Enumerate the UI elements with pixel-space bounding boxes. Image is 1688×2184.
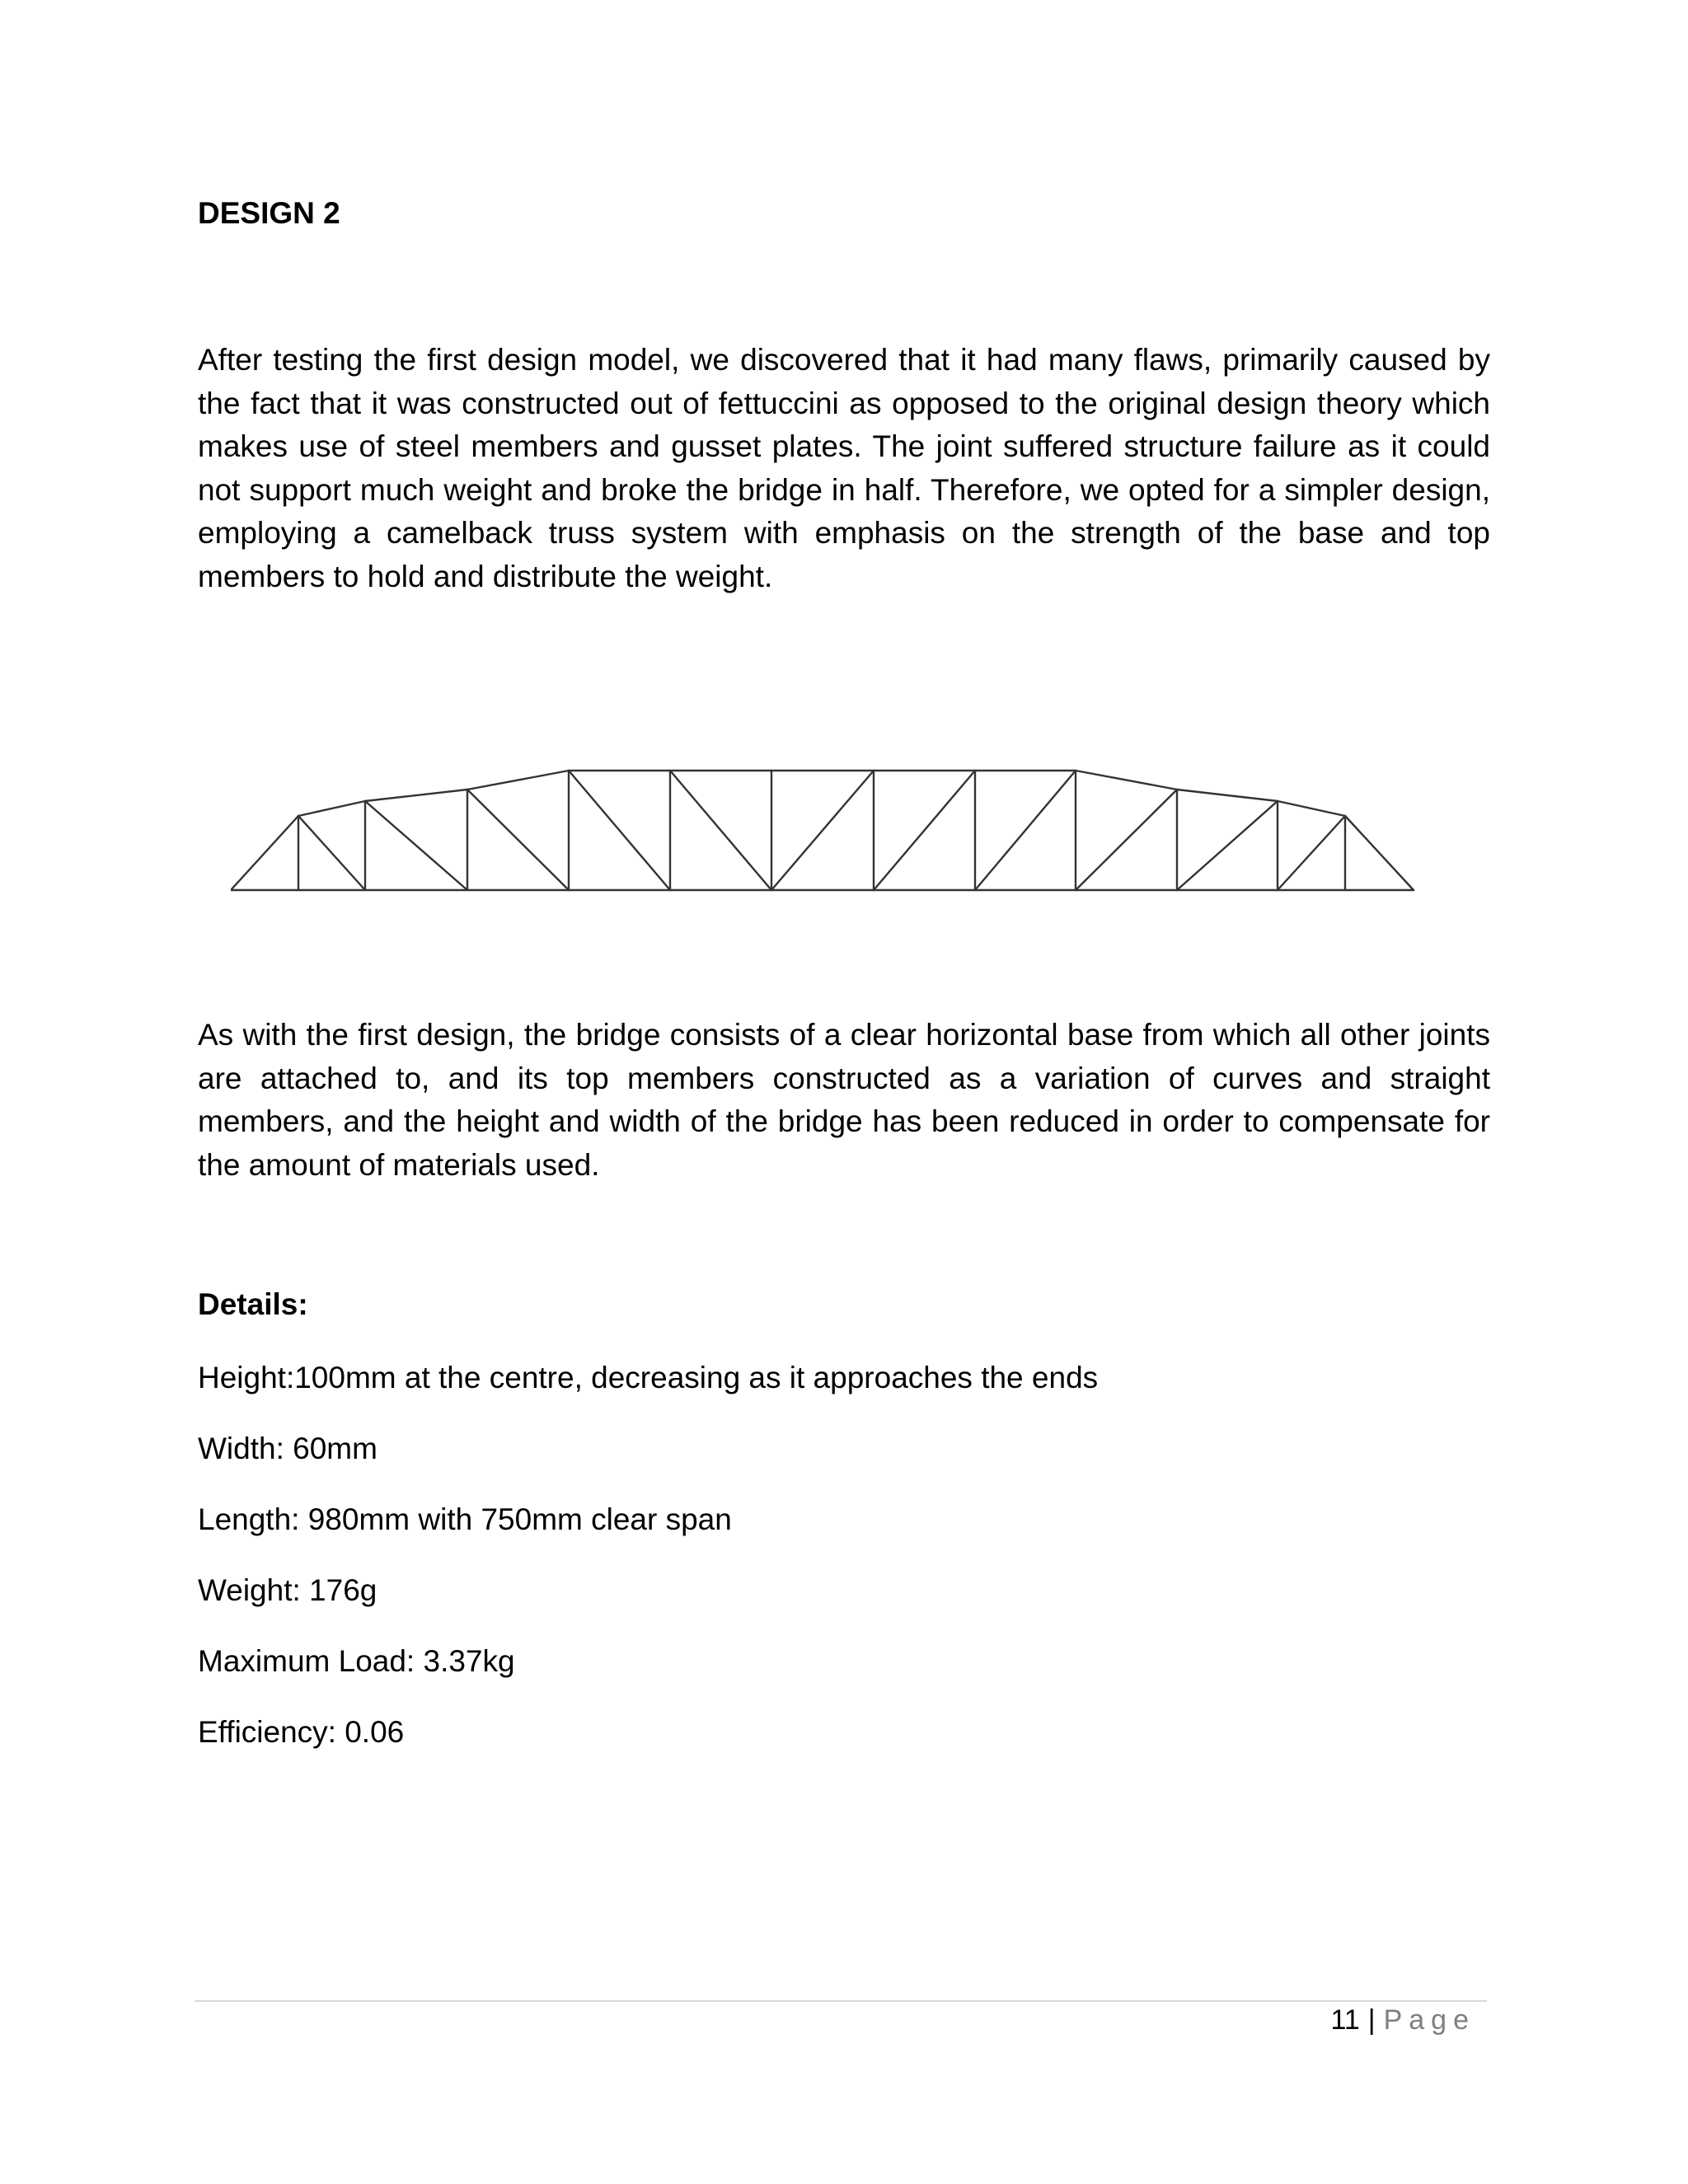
truss-diagonal	[298, 816, 365, 890]
footer-divider	[195, 2000, 1487, 2002]
truss-top-chord-segment	[1278, 801, 1345, 816]
truss-diagonal	[771, 771, 874, 890]
truss-top-chord-segment	[298, 801, 365, 816]
details-heading: Details:	[198, 1287, 308, 1321]
truss-diagonal	[1076, 790, 1177, 890]
footer-separator: |	[1367, 2004, 1376, 2036]
truss-diagonal	[569, 771, 670, 890]
camelback-truss-diagram	[231, 750, 1467, 898]
truss-top-chord-segment	[1076, 771, 1177, 790]
truss-members	[231, 771, 1414, 890]
detail-maximum-load: Maximum Load: 3.37kg	[198, 1644, 515, 1678]
truss-diagonal	[1278, 816, 1345, 890]
truss-end-post-left	[231, 816, 298, 890]
truss-diagonal	[975, 771, 1076, 890]
truss-top-chord-segment	[1177, 790, 1278, 801]
detail-length: Length: 980mm with 750mm clear span	[198, 1502, 732, 1536]
detail-width: Width: 60mm	[198, 1432, 377, 1465]
truss-diagonal	[1177, 801, 1278, 890]
description-paragraph: As with the first design, the bridge consists of a clear horizontal base from which all other joints are attached to, and its top members constructed as a variation of curves and straight members, and the height and width of the bridge has been reduced in order to compensate for the amount of materials used.	[198, 1018, 1490, 1182]
page-label: Page	[1383, 2004, 1475, 2036]
truss-diagonal	[874, 771, 975, 890]
detail-weight: Weight: 176g	[198, 1573, 377, 1607]
intro-paragraph: After testing the first design model, we discovered that it had many flaws, primarily caused by the fact that it was constructed out of fettuccini as opposed to the original design theory which makes use of steel members and gusset plates. The joint suffered structure failure as it could not support much weight and broke the bridge in half. Therefore, we opted for a simpler design, employing a camelback truss system with emphasis on the strength of the base and top members to hold and distribute the weight.	[198, 343, 1490, 593]
detail-efficiency: Efficiency: 0.06	[198, 1715, 405, 1749]
truss-top-chord-segment	[365, 790, 467, 801]
page-footer	[1330, 2004, 1475, 2036]
truss-diagonal	[670, 771, 771, 890]
truss-diagonal	[365, 801, 467, 890]
details-list	[198, 1360, 1098, 1785]
truss-top-chord-segment	[467, 771, 569, 790]
detail-height: Height:100mm at the centre, decreasing as it approaches the ends	[198, 1361, 1099, 1394]
truss-end-post-right	[1345, 816, 1414, 890]
truss-diagonal	[467, 790, 569, 890]
section-heading: DESIGN 2	[198, 196, 340, 230]
page-number: 11	[1330, 2004, 1360, 2036]
